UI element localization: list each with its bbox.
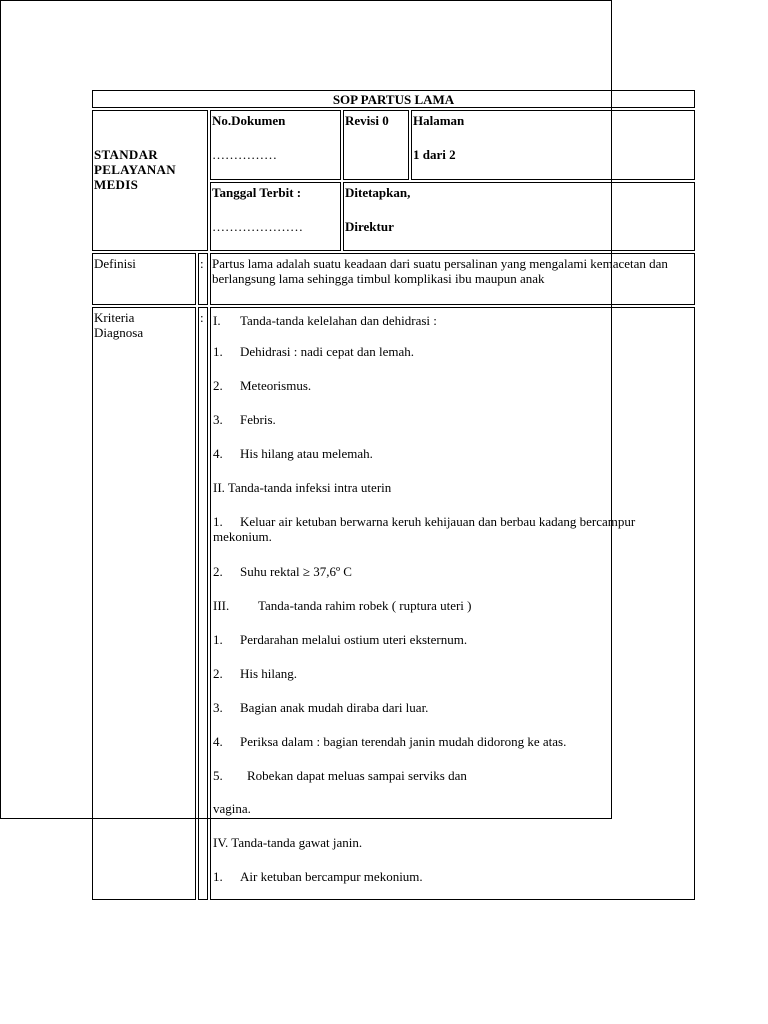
kriteria-colon: :	[200, 310, 204, 325]
list-item: III. Tanda-tanda rahim robek ( ruptura uteri )	[213, 598, 472, 613]
list-item: 1. Dehidrasi : nadi cepat dan lemah.	[213, 344, 414, 359]
tanggal-value: …………………	[212, 219, 303, 234]
list-item: vagina.	[213, 801, 251, 816]
tanggal-label: Tanggal Terbit :	[212, 185, 302, 200]
list-item: 2. Meteorismus.	[213, 378, 312, 393]
list-item: 1. Perdarahan melalui ostium uteri eksternum.	[213, 632, 468, 647]
revisi-label: Revisi 0	[345, 113, 389, 128]
list-item: IV. Tanda-tanda gawat janin.	[213, 835, 363, 850]
list-item: 1. Keluar air ketuban berwarna keruh kehijauan dan berbau kadang bercampur mekonium.	[213, 514, 636, 544]
definisi-label: Definisi	[94, 256, 136, 271]
list-item: 5. Robekan dapat meluas sampai serviks dan	[213, 768, 467, 783]
list-item: 1. Air ketuban bercampur mekonium.	[213, 869, 423, 884]
kriteria-colon-cell	[198, 307, 208, 900]
list-item: 2. Suhu rektal ≥ 37,6º C	[213, 564, 352, 579]
halaman-value: 1 dari 2	[413, 147, 456, 162]
definisi-text: Partus lama adalah suatu keadaan dari suatu persalinan yang mengalami kemacetan dan berlangsung lama sehingga timbul komplikasi ibu maupun anak	[212, 256, 668, 286]
list-item: 2. His hilang.	[213, 666, 298, 681]
kriteria-label-cell	[92, 307, 196, 900]
list-item: 3. Febris.	[213, 412, 276, 427]
halaman-label: Halaman	[413, 113, 465, 128]
list-item: I. Tanda-tanda kelelahan dan dehidrasi :	[213, 313, 437, 328]
no-dokumen-label: No.Dokumen	[212, 113, 286, 128]
list-item: 3. Bagian anak mudah diraba dari luar.	[213, 700, 429, 715]
list-item: 4. His hilang atau melemah.	[213, 446, 373, 461]
direktur-label: Direktur	[345, 219, 394, 234]
definisi-colon: :	[200, 256, 204, 271]
list-item: 4. Periksa dalam : bagian terendah janin mudah didorong ke atas.	[213, 734, 567, 749]
no-dokumen-value: ……………	[212, 147, 277, 162]
standar-label: STANDAR PELAYANAN MEDIS	[94, 147, 176, 192]
page-title: SOP PARTUS LAMA	[332, 92, 455, 107]
ditetapkan-label: Ditetapkan,	[345, 185, 411, 200]
list-item: II. Tanda-tanda infeksi intra uterin	[213, 480, 392, 495]
kriteria-label: Kriteria Diagnosa	[94, 310, 144, 340]
